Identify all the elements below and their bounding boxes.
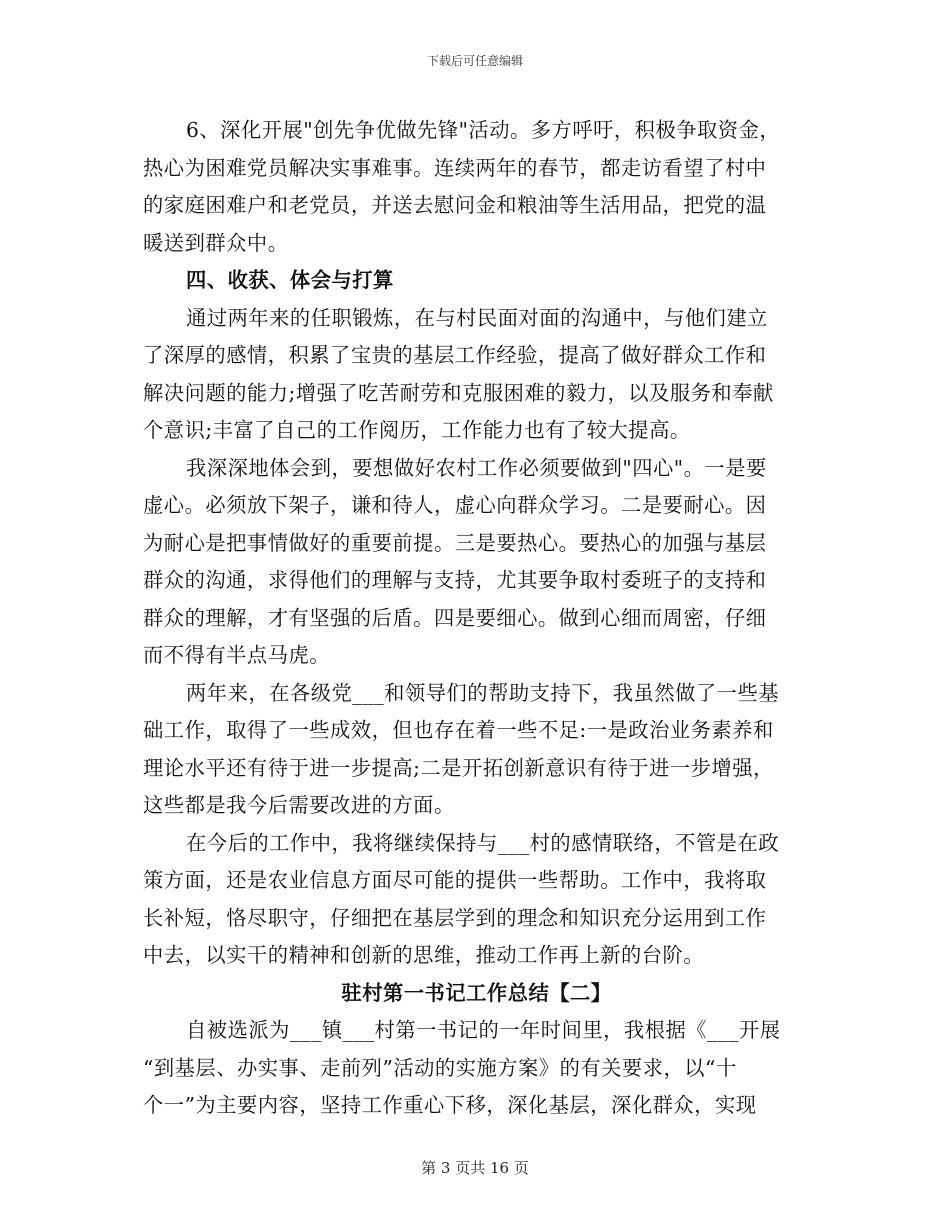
paragraph-line: 6、深化开展"创先争优做先锋"活动。多方呼吁，积极争取资金， (186, 118, 781, 142)
paragraph-line: 中去，以实干的精神和创新的思维，推动工作再上新的台阶。 (143, 943, 705, 967)
paragraph-line: 策方面，还是农业信息方面尽可能的提供一些帮助。工作中，我将取 (143, 868, 767, 892)
paragraph-line: 个一”为主要内容，坚持工作重心下移，深化基层，深化群众，实现 (143, 1093, 757, 1117)
paragraph-line: 通过两年来的任职锻炼，在与村民面对面的沟通中，与他们建立 (186, 305, 768, 330)
paragraph-line: “到基层、办实事、走前列”活动的实施方案》的有关要求，以“十 (143, 1055, 737, 1080)
paragraph-line: 这些都是我今后需要改进的方面。 (143, 793, 455, 817)
paragraph-line: 在今后的工作中，我将继续保持与___村的感情联络，不管是在政 (186, 830, 780, 855)
paragraph-line: 暖送到群众中。 (143, 230, 289, 255)
paragraph-line: 的家庭困难户和老党员，并送去慰问金和粮油等生活用品，把党的温 (143, 193, 767, 217)
paragraph-line: 群众的沟通，求得他们的理解与支持，尤其要争取村委班子的支持和 (143, 568, 767, 592)
paragraph-line: 虚心。必须放下架子，谦和待人，虚心向群众学习。二是要耐心。因 (143, 493, 767, 517)
paragraph-line: 群众的理解，才有坚强的后盾。四是要细心。做到心细而周密，仔细 (143, 605, 767, 630)
page-header: 下载后可任意编辑 (426, 54, 523, 68)
paragraph-line: 了深厚的感情，积累了宝贵的基层工作经验，提高了做好群众工作和 (143, 343, 767, 367)
document-body (143, 112, 810, 1125)
paragraph-line: 理论水平还有待于进一步提高;二是开拓创新意识有待于进一步增强， (143, 755, 774, 780)
paragraph-line: 长补短，恪尽职守，仔细把在基层学到的理念和知识充分运用到工作 (143, 905, 767, 930)
section-title: 驻村第一书记工作总结【二】 (341, 980, 612, 1005)
paragraph-line: 而不得有半点马虎。 (143, 643, 331, 667)
paragraph-line: 我深深地体会到，要想做好农村工作必须要做到"四心"。一是要 (186, 455, 767, 480)
paragraph-line: 两年来，在各级党___和领导们的帮助支持下，我虽然做了一些基 (186, 680, 780, 705)
paragraph-line: 础工作，取得了一些成效，但也存在着一些不足:一是政治业务素养和 (143, 718, 774, 742)
paragraph-line: 自被选派为___镇___村第一书记的一年时间里，我根据《___开展 (186, 1018, 781, 1042)
paragraph-line: 热心为困难党员解决实事难事。连续两年的春节，都走访看望了村中 (143, 155, 767, 180)
paragraph-line: 个意识;丰富了自己的工作阅历，工作能力也有了较大提高。 (143, 418, 691, 442)
paragraph-line: 为耐心是把事情做好的重要前提。三是要热心。要热心的加强与基层 (143, 530, 767, 555)
paragraph-line: 解决问题的能力;增强了吃苦耐劳和克服困难的毅力，以及服务和奉献 (143, 380, 774, 405)
section-heading: 四、收获、体会与打算 (186, 268, 394, 292)
page-footer: 第 3 页共 16 页 (421, 1159, 529, 1177)
